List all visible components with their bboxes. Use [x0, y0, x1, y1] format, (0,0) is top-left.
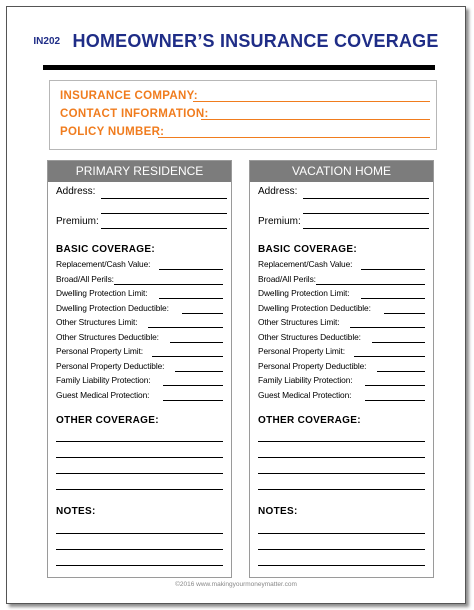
- basic-coverage-heading: BASIC COVERAGE:: [258, 244, 357, 255]
- contact-information-field[interactable]: [201, 119, 430, 120]
- dwelling-protection-deductible-field[interactable]: [384, 313, 425, 314]
- form-page: [6, 6, 466, 604]
- other-coverage-heading: OTHER COVERAGE:: [56, 415, 159, 426]
- replacement-cash-value-field[interactable]: [361, 269, 425, 270]
- other-structures-deductible-label: Other Structures Deductible:: [258, 332, 361, 342]
- form-header: [7, 31, 465, 52]
- vacation-home-column: [249, 160, 434, 578]
- other-coverage-line[interactable]: [56, 441, 223, 442]
- personal-property-limit-field[interactable]: [354, 356, 425, 357]
- dwelling-protection-limit-field[interactable]: [361, 298, 425, 299]
- personal-property-limit-label: Personal Property Limit:: [258, 346, 345, 356]
- other-coverage-line[interactable]: [258, 473, 425, 474]
- other-coverage-heading: OTHER COVERAGE:: [258, 415, 361, 426]
- policy-number-label: POLICY NUMBER:: [60, 126, 165, 138]
- guest-medical-protection-field[interactable]: [163, 400, 223, 401]
- policy-number-row: [60, 124, 430, 142]
- replacement-cash-value-label: Replacement/Cash Value:: [56, 259, 151, 269]
- contact-information-row: [60, 106, 430, 124]
- broad-all-perils-field[interactable]: [316, 284, 425, 285]
- premium-label: Premium:: [258, 216, 301, 227]
- other-structures-deductible-field[interactable]: [170, 342, 223, 343]
- family-liability-protection-field[interactable]: [365, 385, 425, 386]
- address-label: Address:: [56, 186, 96, 197]
- dwelling-protection-deductible-label: Dwelling Protection Deductible:: [258, 303, 371, 313]
- broad-all-perils-label: Broad/All Perils:: [56, 274, 114, 284]
- replacement-cash-value-label: Replacement/Cash Value:: [258, 259, 353, 269]
- guest-medical-protection-label: Guest Medical Protection:: [258, 390, 352, 400]
- other-structures-limit-label: Other Structures Limit:: [258, 317, 340, 327]
- guest-medical-protection-label: Guest Medical Protection:: [56, 390, 150, 400]
- premium-label: Premium:: [56, 216, 99, 227]
- policy-number-field[interactable]: [158, 137, 430, 138]
- copyright-footer: ©2016 www.makingyourmoneymatter.com: [175, 581, 297, 588]
- premium-field[interactable]: [303, 228, 429, 229]
- other-coverage-line[interactable]: [258, 457, 425, 458]
- vacation-home-heading: VACATION HOME: [250, 161, 433, 182]
- personal-property-limit-label: Personal Property Limit:: [56, 346, 143, 356]
- basic-coverage-heading: BASIC COVERAGE:: [56, 244, 155, 255]
- insurance-company-row: [60, 88, 430, 106]
- contact-information-label: CONTACT INFORMATION:: [60, 108, 209, 120]
- form-title: HOMEOWNER’S INSURANCE COVERAGE: [72, 31, 439, 51]
- primary-residence-column: [47, 160, 232, 578]
- address-line-1[interactable]: [303, 198, 429, 199]
- other-structures-limit-field[interactable]: [350, 327, 425, 328]
- insurance-company-field[interactable]: [193, 101, 430, 102]
- personal-property-deductible-label: Personal Property Deductible:: [258, 361, 367, 371]
- other-structures-limit-label: Other Structures Limit:: [56, 317, 138, 327]
- personal-property-deductible-field[interactable]: [377, 371, 425, 372]
- notes-line[interactable]: [258, 565, 425, 566]
- form-code: IN202: [33, 36, 61, 47]
- family-liability-protection-label: Family Liability Protection:: [258, 375, 353, 385]
- other-coverage-line[interactable]: [56, 473, 223, 474]
- dwelling-protection-limit-field[interactable]: [159, 298, 223, 299]
- personal-property-deductible-field[interactable]: [175, 371, 223, 372]
- personal-property-deductible-label: Personal Property Deductible:: [56, 361, 165, 371]
- broad-all-perils-label: Broad/All Perils:: [258, 274, 316, 284]
- guest-medical-protection-field[interactable]: [365, 400, 425, 401]
- other-structures-limit-field[interactable]: [148, 327, 223, 328]
- notes-heading: NOTES:: [56, 506, 96, 517]
- dwelling-protection-deductible-field[interactable]: [182, 313, 223, 314]
- notes-line[interactable]: [56, 533, 223, 534]
- notes-line[interactable]: [258, 549, 425, 550]
- family-liability-protection-label: Family Liability Protection:: [56, 375, 151, 385]
- address-line-2[interactable]: [303, 213, 429, 214]
- address-line-1[interactable]: [101, 198, 227, 199]
- primary-residence-heading: PRIMARY RESIDENCE: [48, 161, 231, 182]
- other-coverage-line[interactable]: [258, 441, 425, 442]
- notes-line[interactable]: [56, 565, 223, 566]
- other-coverage-line[interactable]: [56, 489, 223, 490]
- other-structures-deductible-field[interactable]: [372, 342, 425, 343]
- premium-field[interactable]: [101, 228, 227, 229]
- dwelling-protection-limit-label: Dwelling Protection Limit:: [258, 288, 350, 298]
- replacement-cash-value-field[interactable]: [159, 269, 223, 270]
- dwelling-protection-deductible-label: Dwelling Protection Deductible:: [56, 303, 169, 313]
- family-liability-protection-field[interactable]: [163, 385, 223, 386]
- insurer-info-box: [49, 80, 437, 150]
- notes-heading: NOTES:: [258, 506, 298, 517]
- title-divider: [43, 65, 435, 70]
- address-label: Address:: [258, 186, 298, 197]
- other-structures-deductible-label: Other Structures Deductible:: [56, 332, 159, 342]
- personal-property-limit-field[interactable]: [152, 356, 223, 357]
- address-line-2[interactable]: [101, 213, 227, 214]
- other-coverage-line[interactable]: [56, 457, 223, 458]
- notes-line[interactable]: [56, 549, 223, 550]
- insurance-company-label: INSURANCE COMPANY:: [60, 90, 198, 102]
- other-coverage-line[interactable]: [258, 489, 425, 490]
- dwelling-protection-limit-label: Dwelling Protection Limit:: [56, 288, 148, 298]
- broad-all-perils-field[interactable]: [114, 284, 223, 285]
- notes-line[interactable]: [258, 533, 425, 534]
